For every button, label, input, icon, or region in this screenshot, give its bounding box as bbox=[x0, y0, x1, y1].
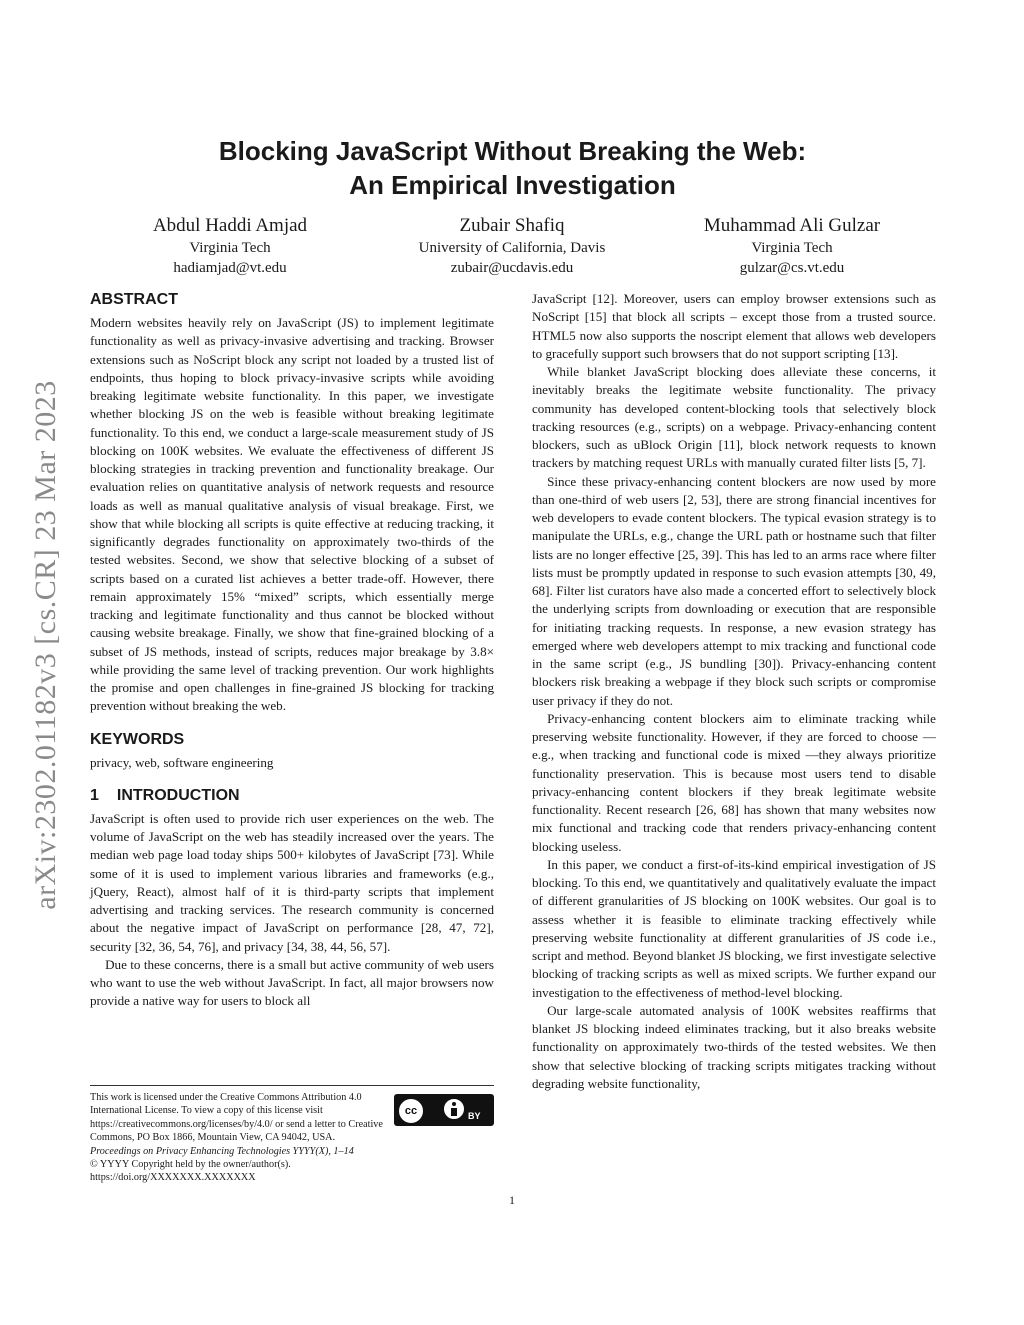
proceedings-text: Proceedings on Privacy Enhancing Technologies YYYY(X), 1–14 bbox=[90, 1145, 354, 1157]
left-column bbox=[90, 290, 494, 1011]
cc-icon: cc bbox=[397, 1097, 425, 1125]
by-label: BY bbox=[468, 1111, 481, 1121]
cc-by-badge-icon bbox=[394, 1094, 494, 1126]
body-paragraph: In this paper, we conduct a first-of-its-kind empirical investigation of JS blocking. To this end, we quantitatively and qualitatively evaluate the impact of different granularities of JS blocking on 100K websites. Our goal is to assess whether it is feasible to eliminate tracking effectively while preserving website functionality at different granularities of JS code i.e., script and method. Beyond blanket JS blocking, we first investigate selective blocking of tracking scripts as well as mixed scripts. We further expand our investigation to the effectiveness of method-level blocking. bbox=[532, 856, 936, 1000]
author-block bbox=[90, 214, 935, 284]
paper-title bbox=[90, 134, 935, 202]
author-email: hadiamjad@vt.edu bbox=[173, 260, 287, 276]
title-line-2: An Empirical Investigation bbox=[349, 170, 676, 200]
section-title: INTRODUCTION bbox=[116, 786, 240, 804]
keywords-heading: KEYWORDS bbox=[90, 730, 185, 748]
abstract-text: Modern websites heavily rely on JavaScript (JS) to implement legitimate functionality as well as privacy-invasive advertising and tracking. Browser extensions such as NoScript block any script not loaded by a trusted list of endpoints, thus hoping to block privacy-invasive scripts while avoiding breaking legitimate website functionality. In this paper, we investigate whether blocking JS on the web is feasible without breaking legitimate functionality. To this end, we conduct a large-scale measurement study of JS blocking on 100K websites. We evaluate the effectiveness of different JS blocking strategies in tracking prevention and functionality breakage. Our evaluation relies on quantitative analysis of network requests and resource loads as well as manual qualitative analysis of visual breakage. First, we show that while blocking all scripts is quite effective at reducing tracking, it significantly degrades functionality on approximately two-thirds of the tested websites. Second, we show that selective blocking of a subset of scripts based on a curated list achieves a better trade-off. However, there remain approximately 15% “mixed” scripts, which essentially merge tracking and legitimate functionality and thus cannot be blocked without causing website breakage. Finally, we show that fine-grained blocking of a subset of JS methods, instead of scripts, reduces major breakage by 3.8× while providing the same level of tracking prevention. Our work highlights the promise and open challenges in fine-grained JS blocking for tracking prevention without breaking the web. bbox=[90, 315, 494, 714]
author-email: zubair@ucdavis.edu bbox=[450, 260, 574, 276]
body-paragraph: Privacy-enhancing content blockers aim to eliminate tracking while preserving website functionality. However, if they are forced to choose — e.g., when tracking and functional code is mixed —they always prioritize functionality preservation. This is because most users tend to disable privacy-enhancing content blockers if they break legitimate website functionality. Recent research [26, 68] has shown that many websites now mix functional and tracking code that renders privacy-enhancing content blocking useless. bbox=[532, 710, 936, 854]
abstract-heading: ABSTRACT bbox=[90, 291, 178, 308]
copyright-text: © YYYY Copyright held by the owner/author(s). bbox=[90, 1159, 291, 1171]
body-paragraph: JavaScript [12]. Moreover, users can employ browser extensions such as NoScript [15] that block all scripts – except those from a trusted source. HTML5 now also supports the noscript element that allows web developers to gracefully support such browsers that do not support scripting [13]. bbox=[532, 291, 936, 361]
person-icon bbox=[442, 1097, 466, 1121]
intro-paragraph-1: JavaScript is often used to provide rich user experiences on the web. The volume of JavaScript on the web has steadily increased over the years. The median web page load today ships 500+ kilobytes of JavaScript [73]. While some of it is used to implement various libraries and frameworks (e.g., jQuery, React), almost half of it is third-party scripts that implement advertising and tracking services. The research community is concerned about the negative impact of JavaScript on performance [28, 47, 72], security [32, 36, 54, 76], and privacy [34, 38, 44, 56, 57]. bbox=[90, 810, 494, 954]
intro-paragraph-2: Due to these concerns, there is a small but active community of web users who want to use the web without JavaScript. In fact, all major browsers now provide a native way for users to block all bbox=[90, 956, 494, 1009]
intro-heading bbox=[90, 786, 494, 806]
right-column bbox=[532, 290, 936, 1093]
author-3 bbox=[652, 214, 932, 278]
author-1 bbox=[90, 214, 370, 278]
author-affiliation: Virginia Tech bbox=[189, 240, 271, 256]
author-affiliation: Virginia Tech bbox=[751, 240, 833, 256]
author-name: Zubair Shafiq bbox=[459, 215, 565, 236]
body-paragraph: Since these privacy-enhancing content blockers are now used by more than one-third of web users [2, 53], there are strong financial incentives for web developers to evade content blockers. The typical evasion strategy is to manipulate the URLs, e.g., change the URL path or hostname such that filter lists are no longer effective [25, 39]. This has led to an arms race where filter lists must be promptly updated in response to such evasion attempts [30, 49, 68]. Filter list curators have also made a concerted effort to selectively block the underlying scripts from downloading or execution that are responsible for initiating tracking requests. In response, a new evasion strategy has emerged where web developers attempt to mix tracking and functional code in the same script (e.g., JS bundling [30]). Privacy-enhancing content blockers risk breaking a webpage if they block such scripts or compromise user privacy if they do not. bbox=[532, 473, 936, 708]
author-name: Muhammad Ali Gulzar bbox=[703, 215, 881, 236]
body-paragraph: While blanket JavaScript blocking does alleviate these concerns, it inevitably breaks the legitimate website functionality. The privacy community has developed content-blocking tools that selectively block tracking resources (e.g., scripts) on a webpage. Privacy-enhancing content blockers, such as uBlock Origin [11], block network requests to known trackers by matching request URLs with manually curated filter lists [5, 7]. bbox=[532, 364, 936, 471]
author-name: Abdul Haddi Amjad bbox=[152, 215, 308, 236]
body-paragraph: Our large-scale automated analysis of 100K websites reaffirms that blanket JS blocking indeed eliminates tracking, but it also breaks website functionality on approximately two-thirds of the tested websites. We then show that selective blocking of tracking scripts mitigates tracking without degrading website functionality, bbox=[532, 1002, 936, 1091]
title-line-1: Blocking JavaScript Without Breaking the Web: bbox=[218, 136, 807, 166]
author-affiliation: University of California, Davis bbox=[418, 240, 606, 256]
arxiv-side-label: arXiv:2302.01182v3 [cs.CR] 23 Mar 2023 bbox=[29, 380, 62, 910]
section-number: 1 bbox=[90, 786, 99, 804]
doi-link[interactable]: https://doi.org/XXXXXXX.XXXXXXX bbox=[90, 1172, 256, 1184]
license-text: This work is licensed under the Creative Commons Attribution 4.0 International License. To view a copy of this license visit https://creativecommons.org/licenses/by/4.0/ or send a letter to Creative Commons, PO Box 1866, Mountain View, CA 94042, USA. bbox=[90, 1092, 383, 1144]
license-footnote bbox=[90, 1085, 494, 1185]
keywords-text: privacy, web, software engineering bbox=[90, 754, 274, 770]
author-email: gulzar@cs.vt.edu bbox=[739, 260, 845, 276]
page-number: 1 bbox=[509, 1193, 515, 1207]
author-2 bbox=[372, 214, 652, 278]
